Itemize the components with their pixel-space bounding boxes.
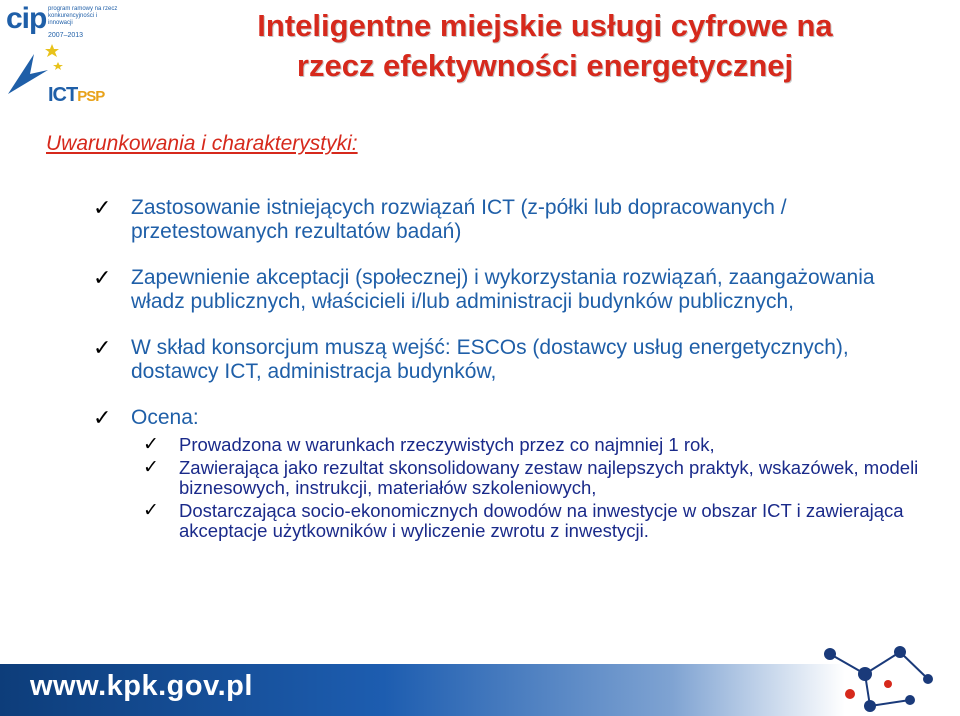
cip-logo-subtitle: program ramowy na rzecz konkurencyjności i innowacji [48, 6, 118, 26]
ict-text: ICT [48, 84, 78, 106]
bullet-item [93, 196, 933, 244]
slide-title-line2: rzecz efektywności energetycznej [296, 48, 794, 83]
slide-title [140, 6, 950, 86]
sub-bullet-text: Prowadzona w warunkach rzeczywistych przez co najmniej 1 rok, [179, 434, 715, 455]
footer-bar [0, 664, 960, 716]
checkmark-icon: ✓ [143, 434, 159, 455]
footer-url[interactable]: www.kpk.gov.pl [30, 670, 253, 702]
bullet-text: W skład konsorcjum muszą wejść: ESCOs (dostawcy usług energetycznych), dostawcy ICT, administracja budynków, [131, 336, 849, 383]
sub-bullet-item [143, 458, 933, 499]
psp-text: PSP [77, 88, 105, 105]
bullet-item [93, 266, 933, 314]
checkmark-icon: ✓ [93, 405, 112, 430]
sub-bullet-text: Zawierająca jako rezultat skonsolidowany zestaw najlepszych praktyk, wskazówek, modeli biznesowych, instrukcji, materiałów szkoleniowych, [179, 456, 919, 498]
cip-logo-text: cip [6, 2, 47, 35]
sub-bullet-item [143, 435, 933, 456]
bullet-text: Zapewnienie akceptacji (społecznej) i wykorzystania rozwiązań, zaangażowania władz publicznych, właścicieli i/lub administracji budynków publicznych, [131, 266, 875, 313]
checkmark-icon: ✓ [93, 195, 112, 220]
cip-ict-psp-logo [4, 2, 124, 110]
bullet-text: Zastosowanie istniejących rozwiązań ICT (z-półki lub dopracowanych / przetestowanych rezultatów badań) [131, 196, 787, 243]
bullet-list [93, 196, 933, 544]
checkmark-icon: ✓ [143, 499, 159, 521]
sub-bullet-item [143, 501, 933, 542]
checkmark-icon: ✓ [93, 335, 112, 360]
checkmark-icon: ✓ [143, 456, 159, 478]
molecule-decoration-icon [810, 634, 940, 714]
slide-title-line1: Inteligentne miejskie usługi cyfrowe na [257, 8, 833, 43]
sub-bullet-text: Dostarczająca socio-ekonomicznych dowodów na inwestycje w obszar ICT i zawierająca akceptacje użytkowników i wyliczenie zwrotu z inwestycji. [179, 499, 904, 541]
checkmark-icon: ✓ [93, 265, 112, 290]
cip-logo-years: 2007–2013 [48, 32, 84, 39]
ict-psp-logo-text [48, 84, 104, 107]
ocena-sublist [143, 435, 933, 542]
ocena-label: Ocena: [131, 406, 199, 429]
bullet-item-ocena [93, 406, 933, 542]
bullet-item [93, 336, 933, 384]
section-subtitle: Uwarunkowania i charakterystyki: [46, 132, 358, 155]
